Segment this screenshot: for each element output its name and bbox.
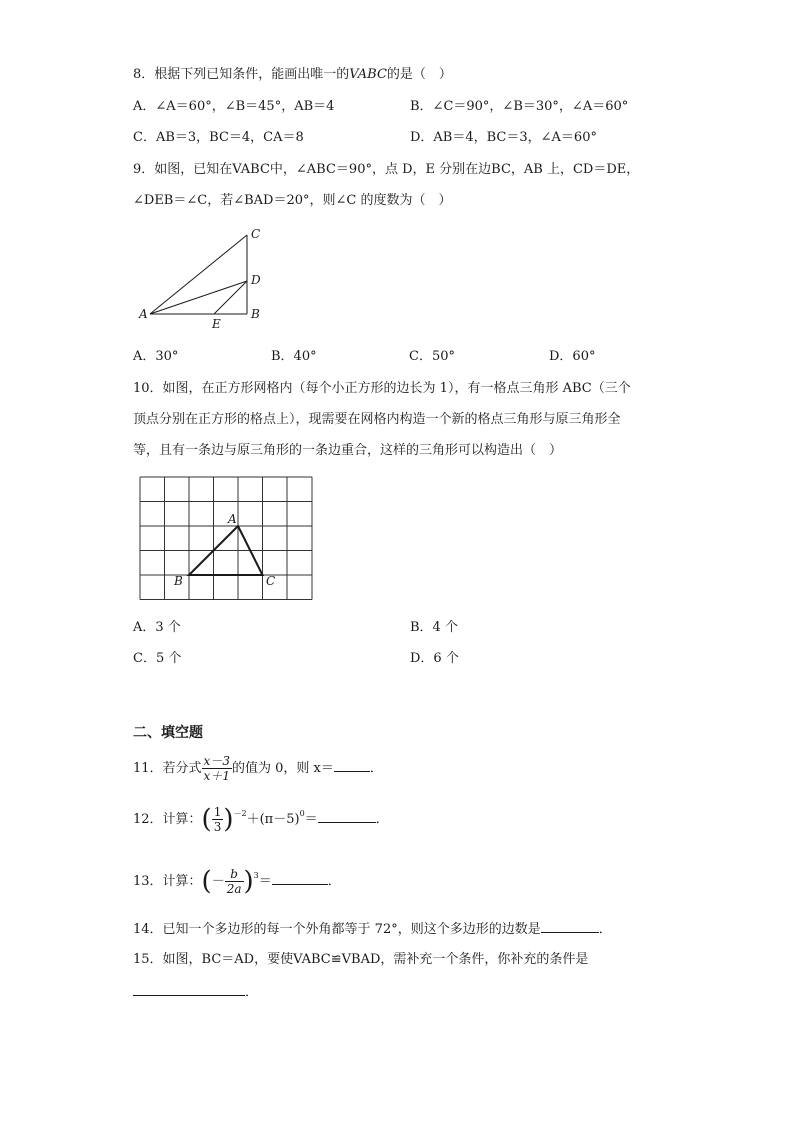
q10-stem-line2: 顶点分别在正方形的格点上），现需要在网格内构造一个新的格点三角形与原三角形全	[133, 412, 621, 427]
q12-fraction: $\frac{1}{3}$	[213, 805, 222, 834]
q11-fraction: $\frac{x-3}{x+1}$	[203, 754, 230, 783]
q10-label-a: A	[228, 512, 237, 526]
q9-option-b: B．40°	[271, 349, 317, 364]
q12: 12．计算：( $\frac{1}{3}$ )$^{-2}+(\pi-5)^0=$ ．	[133, 804, 389, 835]
q15-stem: 15．如图，BC＝AD，要使VABC≌VBAD，需补充一个条件，你补充的条件是	[133, 952, 589, 967]
q10-option-c: C．5 个	[133, 651, 182, 666]
q10-label-c: C	[266, 574, 276, 588]
section-title: 二、填空题	[133, 725, 203, 741]
q9-label-c: C	[251, 227, 261, 241]
q10-option-d: D．6 个	[410, 651, 459, 666]
q11-answer-blank[interactable]	[334, 759, 370, 772]
q12-answer-blank[interactable]	[318, 810, 376, 823]
q10-triangle-abc	[189, 526, 263, 575]
q8-option-d: D．AB＝4，BC＝3，∠A＝60°	[410, 130, 597, 145]
q10-stem-line1: 10．如图，在正方形网格内（每个小正方形的边长为 1），有一格点三角形 ABC（三个	[133, 381, 631, 396]
q9-stem-line2: ∠DEB＝∠C，若∠BAD＝20°，则∠C 的度数为（ ）	[133, 193, 452, 208]
q9-option-a: A．30°	[133, 349, 179, 364]
q8-option-b: B．∠C＝90°，∠B＝30°，∠A＝60°	[410, 99, 629, 114]
q13-answer-blank[interactable]	[272, 872, 328, 885]
q9-option-c: C．50°	[409, 349, 455, 364]
q9-stem-line1: 9．如图，已知在VABC中，∠ABC＝90°，点 D，E 分别在边BC，AB 上，CD＝DE，	[133, 162, 640, 177]
q13-fraction: $\frac{b}{2a}$	[226, 867, 242, 896]
q9-label-a: A	[139, 307, 148, 321]
q15-answer-blank[interactable]	[133, 983, 245, 996]
q10-option-b: B．4 个	[410, 620, 458, 635]
q10-option-a: A．3 个	[133, 620, 181, 635]
q9-side-ac	[150, 235, 247, 314]
q14-answer-blank[interactable]	[541, 920, 599, 933]
q9-label-b: B	[251, 307, 260, 321]
q14: 14．已知一个多边形的每一个外角都等于 72°，则这个多边形的边数是 ．	[133, 922, 612, 937]
q9-label-d: D	[251, 273, 261, 287]
q15-answer-line: ．	[133, 983, 258, 1002]
q10-stem-line3: 等，且有一条边与原三角形的一条边重合，这样的三角形可以构造出（ ）	[133, 443, 563, 458]
q9-label-e: E	[212, 317, 221, 331]
q10-label-b: B	[174, 574, 183, 588]
q8-stem: 8．根据下列已知条件，能画出唯一的VABC的是（ ）	[133, 67, 452, 82]
q9-option-d: D．60°	[549, 349, 596, 364]
q9-segment-ad	[150, 281, 247, 314]
q9-segment-ed	[214, 281, 247, 314]
q8-option-a: A．∠A＝60°，∠B＝45°，AB＝4	[133, 99, 335, 114]
q13: 13．计算：(－ $\frac{b}{2a}$ )$^3$＝ ．	[133, 866, 341, 897]
q11: 11．若分式 $\frac{x-3}{x+1}$ 的值为 0，则 x＝ ．	[133, 754, 383, 783]
q8-option-c: C．AB＝3，BC＝4，CA＝8	[133, 130, 304, 145]
